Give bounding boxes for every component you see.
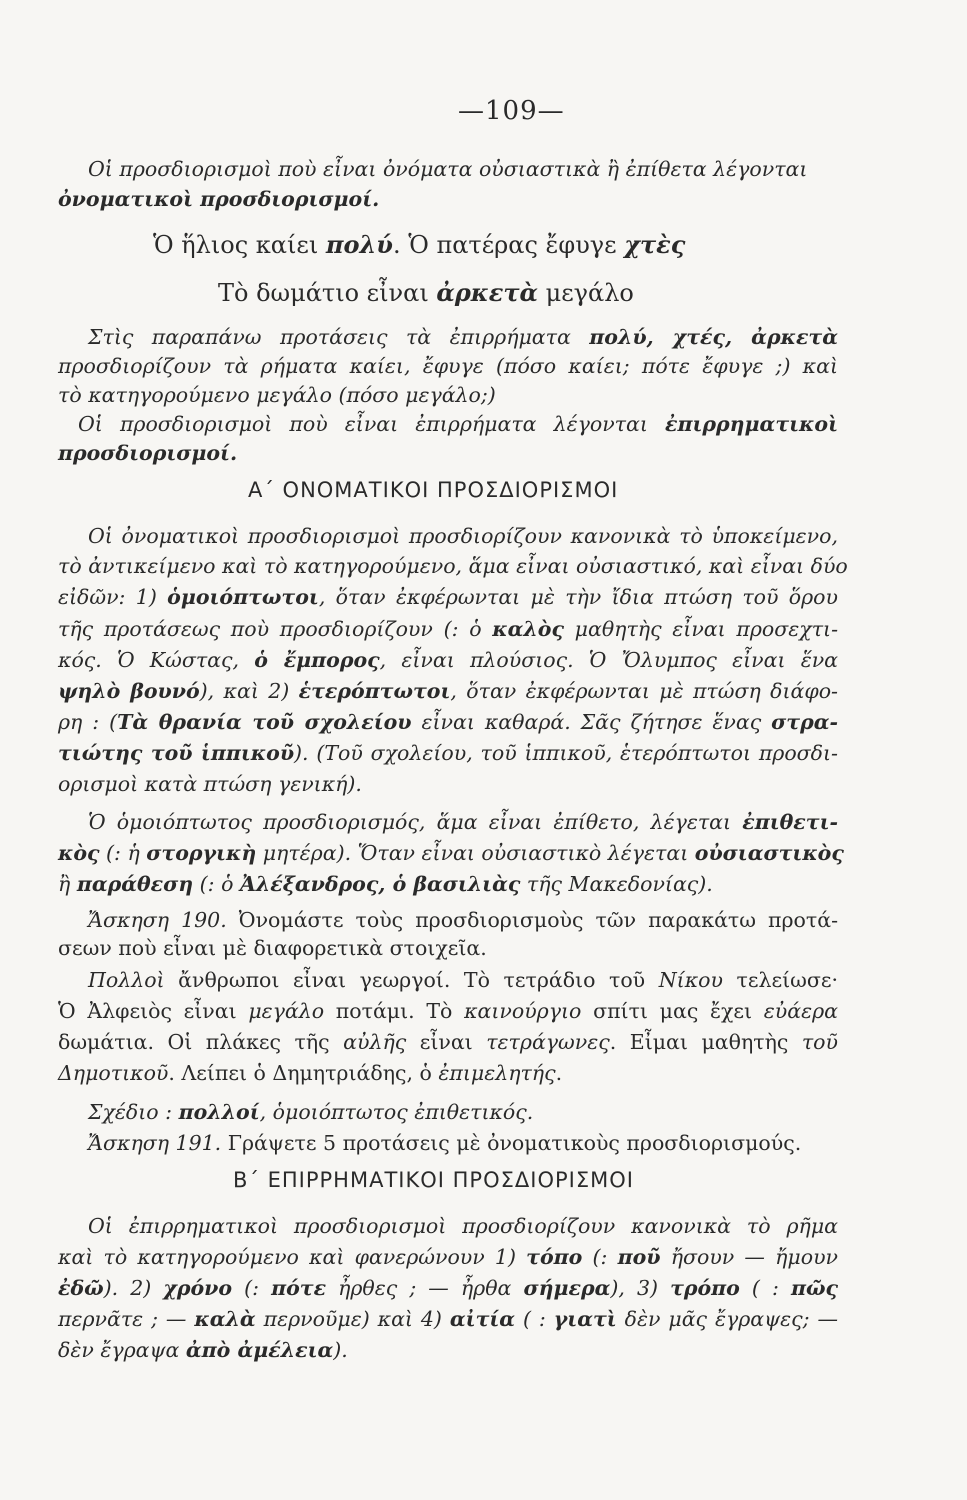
- text-line: τὸ ἀντικείμενο καὶ τὸ κατηγορούμενο, ἅμα εἶναι οὐσιαστικό, καὶ εἶναι δύο: [58, 554, 848, 578]
- text-line: Σχέδιο : πολλοί, ὁμοιόπτωτος ἐπιθετικός.: [88, 1100, 534, 1124]
- text-line: Οἱ ὀνοματικοὶ προσδιορισμοὶ προσδιορίζουν κανονικὰ τὸ ὑποκείμενο,: [88, 524, 838, 548]
- page-number: —109—: [458, 96, 565, 126]
- text-line: περνᾶτε ; — καλὰ περνοῦμε) καὶ 4) αἰτία ( : γιατὶ δὲν μᾶς ἔγραψες; —: [58, 1307, 838, 1331]
- text-line: κός. Ὁ Κώστας, ὁ ἔμπορος, εἶναι πλούσιος. Ὁ Ὄλυμπος εἶναι ἕνα: [58, 648, 838, 672]
- text-line: δὲν ἔγραψα ἀπὸ ἀμέλεια).: [58, 1338, 348, 1362]
- text-line: Τὸ δωμάτιο εἶναι ἀρκετὰ μεγάλο: [218, 278, 634, 307]
- text-line: τιώτης τοῦ ἱππικοῦ). (Τοῦ σχολείου, τοῦ ἱππικοῦ, ἑτερόπτωτοι προσδι-: [58, 741, 838, 765]
- text-line: Οἱ προσδιορισμοὶ ποὺ εἶναι ἐπιρρήματα λέγονται ἐπιρρηματικοὶ: [78, 412, 838, 436]
- text-line: Ὁ ὁμοιόπτωτος προσδιορισμός, ἅμα εἶναι ἐπίθετο, λέγεται ἐπιθετι-: [88, 810, 838, 834]
- text-line: δωμάτια. Οἱ πλάκες τῆς αὐλῆς εἶναι τετράγωνες. Εἶμαι μαθητὴς τοῦ: [58, 1030, 838, 1054]
- text-line: Οἱ ἐπιρρηματικοὶ προσδιορισμοὶ προσδιορίζουν κανονικὰ τὸ ρῆμα: [88, 1214, 838, 1238]
- text-line: ρη : (Τὰ θρανία τοῦ σχολείου εἶναι καθαρά. Σᾶς ζήτησε ἕνας στρα-: [58, 710, 838, 734]
- text-line: Ὁ Ἀλφειὸς εἶναι μεγάλο ποτάμι. Τὸ καινούργιο σπίτι μας ἔχει εὐάερα: [58, 999, 838, 1023]
- text-line: καὶ τὸ κατηγορούμενο καὶ φανερώνουν 1) τόπο (: ποῦ ἤσουν — ἤμουν: [58, 1245, 838, 1269]
- text-line: ορισμοὶ κατὰ πτώση γενική).: [58, 772, 362, 796]
- text-line: τὸ κατηγορούμενο μεγάλο (πόσο μεγάλο;): [58, 383, 496, 407]
- text-line: ὀνοματικοὶ προσδιορισμοί.: [58, 187, 380, 211]
- text-line: Στὶς παραπάνω προτάσεις τὰ ἐπιρρήματα πολύ, χτές, ἀρκετὰ: [88, 325, 838, 349]
- text-line: Ὁ ἥλιος καίει πολύ. Ὁ πατέρας ἔφυγε χτὲς: [153, 230, 686, 259]
- text-line: Πολλοὶ ἄνθρωποι εἶναι γεωργοί. Τὸ τετράδιο τοῦ Νίκου τελείωσε·: [88, 968, 838, 992]
- text-line: Ἄσκηση 191. Γράψετε 5 προτάσεις μὲ ὀνοματικοὺς προσδιορισμούς.: [88, 1131, 802, 1155]
- text-line: Δημοτικοῦ. Λείπει ὁ Δημητριάδης, ὁ ἐπιμελητής.: [58, 1061, 563, 1085]
- text-line: προσδιορίζουν τὰ ρήματα καίει, ἔφυγε (πόσο καίει; πότε ἔφυγε ;) καὶ: [58, 354, 838, 378]
- section-heading: Α΄ ΟΝΟΜΑΤΙΚΟΙ ΠΡΟΣΔΙΟΡΙΣΜΟΙ: [248, 478, 619, 502]
- text-line: ψηλὸ βουνό), καὶ 2) ἑτερόπτωτοι, ὅταν ἐκφέρωνται μὲ πτώση διάφο-: [58, 679, 838, 703]
- text-line: κὸς (: ἡ στοργικὴ μητέρα). Ὅταν εἶναι οὐσιαστικὸ λέγεται οὐσιαστικὸς: [58, 841, 844, 865]
- text-line: Οἱ προσδιορισμοὶ ποὺ εἶναι ὀνόματα οὐσιαστικὰ ἢ ἐπίθετα λέγονται: [88, 157, 808, 181]
- text-line: τῆς προτάσεως ποὺ προσδιορίζουν (: ὁ καλὸς μαθητὴς εἶναι προσεχτι-: [58, 617, 838, 641]
- text-line: εἰδῶν: 1) ὁμοιόπτωτοι, ὅταν ἐκφέρωνται μὲ τὴν ἴδια πτώση τοῦ ὅρου: [58, 585, 838, 609]
- text-line: Ἄσκηση 190. Ὀνομάστε τοὺς προσδιορισμοὺς τῶν παρακάτω προτά-: [88, 908, 839, 932]
- text-line: σεων ποὺ εἶναι μὲ διαφορετικὰ στοιχεῖα.: [58, 936, 487, 960]
- text-line: προσδιορισμοί.: [58, 441, 238, 465]
- text-line: ἢ παράθεση (: ὁ Ἀλέξανδρος, ὁ βασιλιὰς τῆς Μακεδονίας).: [58, 872, 713, 896]
- text-line: ἐδῶ). 2) χρόνο (: πότε ἦρθες ; — ἦρθα σήμερα), 3) τρόπο ( : πῶς: [58, 1276, 838, 1300]
- section-heading: Β΄ ΕΠΙΡΡΗΜΑΤΙΚΟΙ ΠΡΟΣΔΙΟΡΙΣΜΟΙ: [233, 1168, 634, 1192]
